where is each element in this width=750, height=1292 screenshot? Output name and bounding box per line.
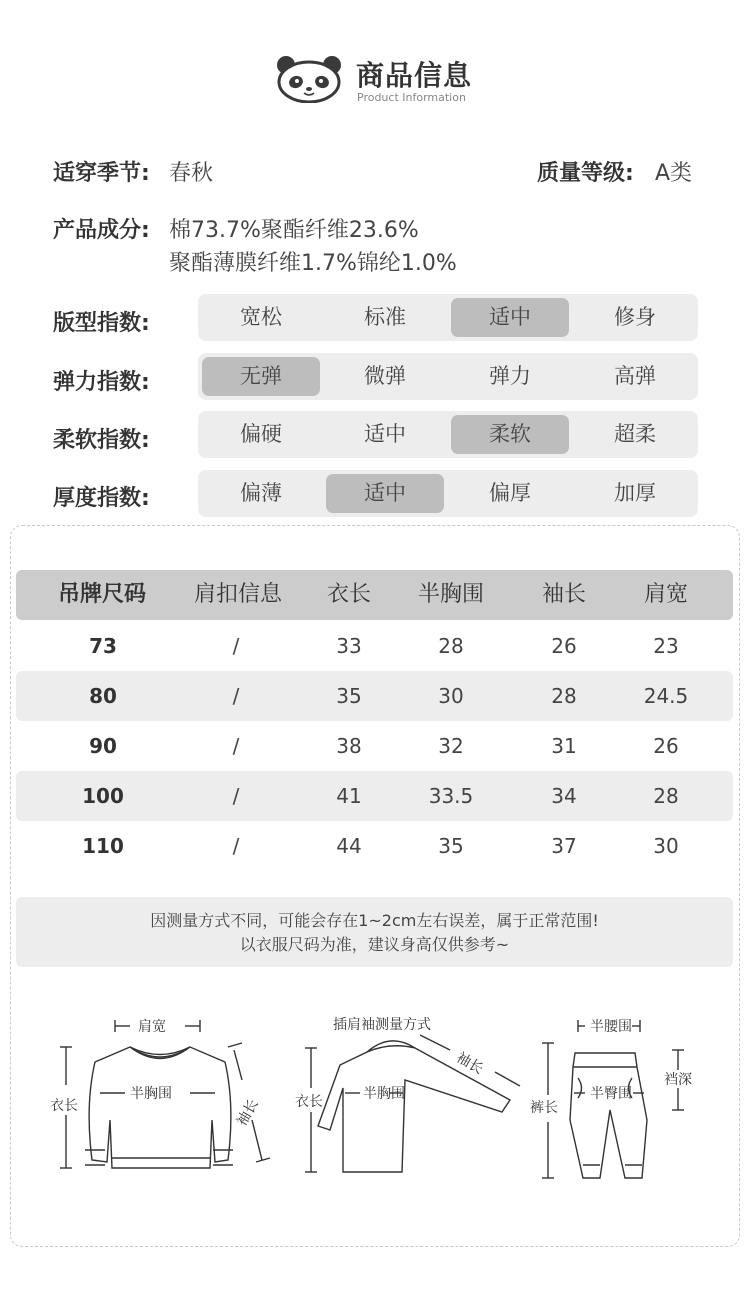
cell-size: 90 <box>89 734 117 758</box>
fit-option-selected: 适中 <box>451 298 569 337</box>
col-header-sleeve: 袖长 <box>541 582 586 607</box>
col-header-shoulder-width: 肩宽 <box>643 582 688 607</box>
cell-shoulder-button: / <box>232 684 240 708</box>
season-label: 适穿季节: <box>53 161 150 186</box>
elasticity-option-selected: 无弹 <box>202 357 320 396</box>
thickness-option-selected: 适中 <box>326 474 444 513</box>
table-row <box>16 771 733 821</box>
cell-sleeve: 37 <box>551 834 577 858</box>
material-line-1: 棉73.7%聚酯纤维23.6% <box>169 218 419 243</box>
table-row <box>16 671 733 721</box>
col-header-half-chest: 半胸围 <box>417 582 484 607</box>
softness-option: 偏硬 <box>240 422 282 446</box>
note-line-1: 因测量方式不同，可能会存在1~2cm左右误差，属于正常范围! <box>150 911 599 930</box>
sweater-shoulder-label: 肩宽 <box>138 1019 166 1035</box>
col-header-shoulder-button: 肩扣信息 <box>193 582 282 607</box>
cell-length: 33 <box>336 634 362 658</box>
cell-shoulder-width: 24.5 <box>643 684 689 708</box>
cell-shoulder-button: / <box>232 834 240 858</box>
softness-index-scale <box>198 411 698 458</box>
softness-option-selected: 柔软 <box>451 415 569 454</box>
cell-length: 41 <box>336 784 362 808</box>
fit-option: 宽松 <box>240 305 282 329</box>
pants-waist-label: 半腰围 <box>590 1019 632 1035</box>
raglan-sleeve-label: 袖长 <box>453 1049 486 1078</box>
page-title: 商品信息 <box>356 59 473 92</box>
pants-rise-label: 裆深 <box>664 1072 692 1088</box>
elasticity-option: 微弹 <box>364 364 406 388</box>
grade-label: 质量等级: <box>537 161 634 186</box>
cell-half-chest: 30 <box>438 684 464 708</box>
cell-size: 110 <box>82 834 124 858</box>
measurement-note <box>16 897 733 967</box>
note-line-2: 以衣服尺码为准，建议身高仅供参考~ <box>239 935 510 954</box>
fit-option: 标准 <box>364 305 406 329</box>
table-row <box>16 821 733 871</box>
cell-size: 80 <box>89 684 117 708</box>
thickness-option: 偏厚 <box>489 481 531 505</box>
season-value: 春秋 <box>169 161 214 186</box>
fit-index-label: 版型指数: <box>53 311 150 336</box>
cell-length: 44 <box>336 834 362 858</box>
page-subtitle: Product Information <box>357 91 466 104</box>
cell-sleeve: 28 <box>551 684 577 708</box>
softness-option: 超柔 <box>614 422 656 446</box>
cell-size: 73 <box>89 634 117 658</box>
cell-shoulder-button: / <box>232 634 240 658</box>
thickness-index-label: 厚度指数: <box>53 486 150 511</box>
material-line-2: 聚酯薄膜纤维1.7%锦纶1.0% <box>169 251 457 276</box>
elasticity-index-scale <box>198 353 698 400</box>
raglan-chest-label: 半胸围 <box>363 1086 405 1102</box>
cell-sleeve: 26 <box>551 634 577 658</box>
cell-half-chest: 33.5 <box>428 784 474 808</box>
col-header-length: 衣长 <box>326 582 371 607</box>
pants-length-label: 裤长 <box>530 1100 558 1116</box>
cell-sleeve: 31 <box>551 734 577 758</box>
raglan-title: 插肩袖测量方式 <box>333 1017 431 1033</box>
grade-value: A类 <box>655 161 693 186</box>
cell-size: 100 <box>82 784 124 808</box>
measurement-diagrams <box>30 1010 720 1190</box>
softness-index-label: 柔软指数: <box>53 428 150 453</box>
cell-shoulder-width: 23 <box>653 634 679 658</box>
panda-icon <box>276 55 342 103</box>
sweater-length-label: 衣长 <box>50 1098 78 1114</box>
thickness-index-scale <box>198 470 698 517</box>
fit-option: 修身 <box>614 305 656 329</box>
raglan-length-label: 衣长 <box>295 1094 323 1110</box>
sweater-chest-label: 半胸围 <box>130 1086 172 1102</box>
thickness-option: 加厚 <box>614 481 656 505</box>
table-row <box>16 721 733 771</box>
elasticity-option: 弹力 <box>489 364 531 388</box>
cell-length: 38 <box>336 734 362 758</box>
material-label: 产品成分: <box>53 218 150 243</box>
cell-half-chest: 35 <box>438 834 464 858</box>
table-row <box>16 621 733 671</box>
cell-shoulder-width: 28 <box>653 784 679 808</box>
pants-hip-label: 半臀围 <box>590 1086 632 1102</box>
col-header-size: 吊牌尺码 <box>57 582 146 607</box>
thickness-option: 偏薄 <box>240 481 282 505</box>
cell-half-chest: 32 <box>438 734 464 758</box>
cell-shoulder-width: 30 <box>653 834 679 858</box>
cell-half-chest: 28 <box>438 634 464 658</box>
softness-option: 适中 <box>364 422 406 446</box>
fit-index-scale <box>198 294 698 341</box>
sweater-sleeve-label: 袖长 <box>234 1096 262 1129</box>
cell-shoulder-button: / <box>232 734 240 758</box>
raglan-diagram <box>305 1035 520 1172</box>
size-table-header <box>16 570 733 620</box>
cell-length: 35 <box>336 684 362 708</box>
cell-shoulder-width: 26 <box>653 734 679 758</box>
elasticity-option: 高弹 <box>614 364 656 388</box>
elasticity-index-label: 弹力指数: <box>53 370 150 395</box>
cell-sleeve: 34 <box>551 784 577 808</box>
cell-shoulder-button: / <box>232 784 240 808</box>
